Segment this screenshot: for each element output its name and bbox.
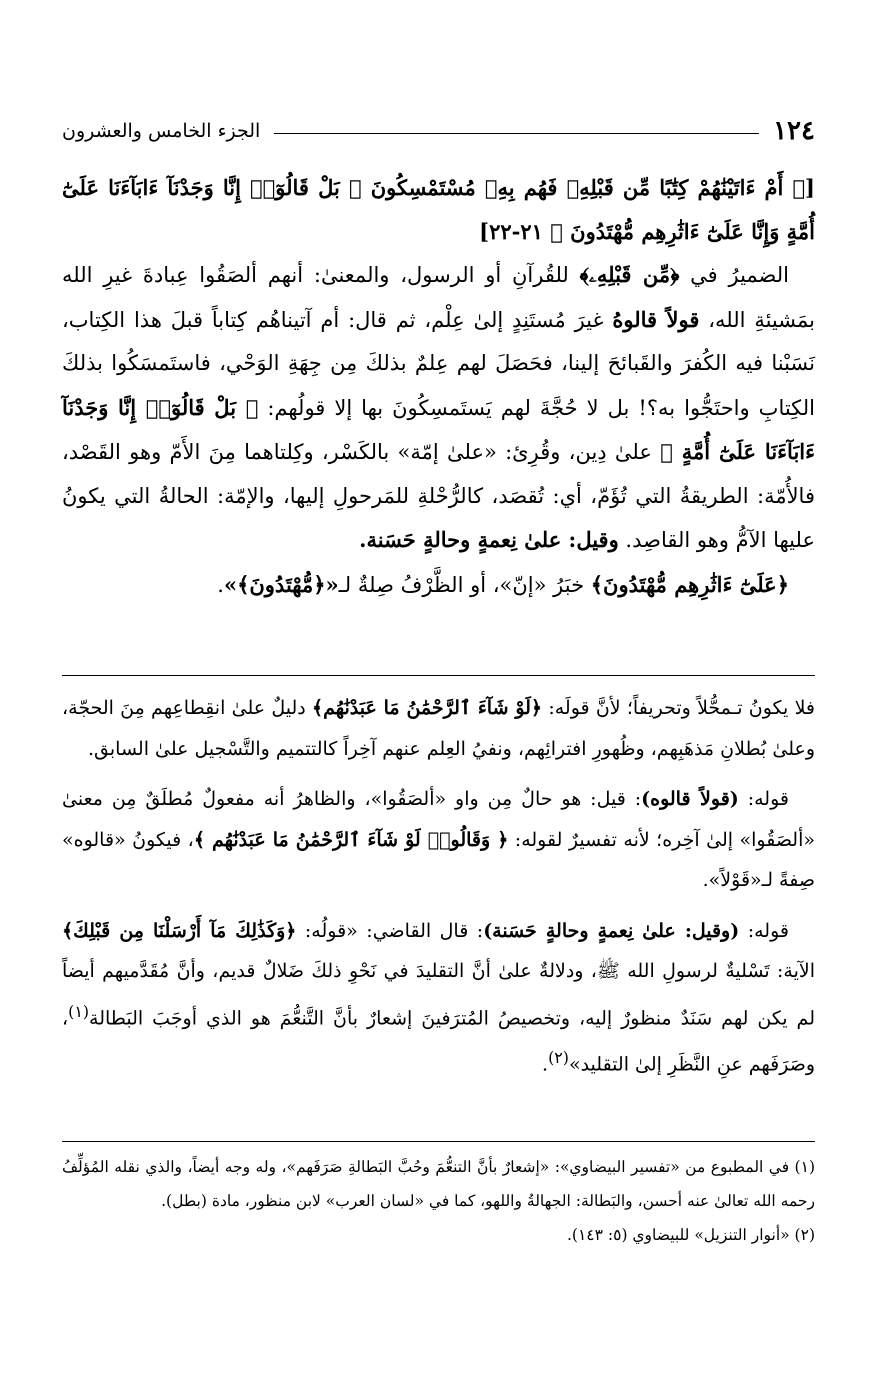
gloss-paragraph: [62, 779, 815, 901]
commentary-paragraph: [62, 563, 815, 608]
lemma: وقيل: علىٰ نِعمةٍ وحالةٍ حَسَنة.: [359, 527, 619, 552]
footnote-ref[interactable]: (٢): [548, 1048, 569, 1068]
quran-quote: ﴿عَلَىٰٓ ءَاثَٰرِهِم مُّهْتَدُونَ﴾: [590, 571, 789, 597]
text-run: ، وصَرَفَهم عنِ النَّظَرِ إلىٰ التقليد»: [62, 1006, 815, 1076]
footnote-ref[interactable]: (١): [68, 1001, 90, 1021]
text-run: .: [542, 1053, 549, 1076]
gloss-paragraph: [62, 911, 815, 1086]
text-run: قوله:: [739, 919, 789, 942]
text-run: دليلٌ علىٰ انقِطاعِهم مِنَ الحجّة، وعلىٰ بُطلانِ مَذهَبِهم، وظُهورِ افترائِهم، ونفيُ العِلم عنهم آخِراً كالتتميم والتَّسْجيل علىٰ السابق.: [62, 697, 815, 760]
quran-quote: ﴿ وَقَالُوا۟ لَوْ شَآءَ ٱلرَّحْمَٰنُ مَا عَبَدْنَٰهُم ﴾: [193, 828, 509, 851]
text-run: الضميرُ في: [679, 263, 789, 287]
quran-quote: ﴿ بَلْ قَالُوٓا۟ إِنَّا وَجَدْنَآ ءَابَآءَنَا عَلَىٰٓ أُمَّةٍ ﴾: [62, 394, 815, 464]
text-run: ، فيكونُ «قالوه» صِفةً لـ«قَوْلاً».: [62, 828, 815, 891]
lemma: (قولاً قالوه): [641, 788, 739, 810]
text-run: غيرَ مُستَنِدٍ إلىٰ عِلْم، ثم قال: أم آتيناهُم كِتاباً قبلَ هذا الكِتاب، نَسَبْنا فيه الكُفرَ والقَبائحَ إلينا، فحَصَلَ لهم عِلمٌ بذلكَ مِن جِهَةِ الوَحْي، فاستَمسَكُوا بذلكَ الكِتابِ واحتَجُّوا به؟! بل لا حُجَّةَ لهم يَستَمسِكُونَ بها إلا قولُهم:: [62, 307, 816, 420]
text-run: .: [217, 572, 224, 597]
quran-quote: ﴿وَكَذَٰلِكَ مَآ أَرْسَلْنَا مِن قَبْلِكَ﴾: [62, 919, 297, 942]
commentary-paragraph: [62, 253, 815, 563]
section-divider: [62, 675, 815, 676]
lemma: قولاً قالوهُ: [612, 306, 700, 332]
gloss-paragraph: [62, 688, 815, 769]
page-number: ١٢٤: [773, 116, 815, 146]
text-run: : قيل: هو حالٌ مِن واو «ألصَقُوا»، والظاهرُ أنه مفعولٌ مُطلَقٌ مِن معنىٰ «ألصَقُوا» إلىٰ آخِره؛ لأنه تفسيرٌ لقوله:: [62, 788, 815, 851]
text-run: : قال القاضي: «قولُه:: [296, 919, 484, 942]
footnote-item: (١) في المطبوع من «تفسير البيضاوي»: «إشعارٌ بأنَّ التنعُّمَ وحُبَّ البَطالةِ صَرَفَهم»، وله وجه أيضاً، والذي نقله المُؤلِّفُ رحمه الله تعالىٰ عنه أحسن، والبَطالة: الجهالةُ واللهو، كما في «لسان العرب» لابن منظور، مادة (بطل).: [62, 1158, 815, 1210]
quran-quote: ﴿لَوْ شَآءَ ٱلرَّحْمَٰنُ مَا عَبَدْنَٰهُم﴾: [311, 697, 543, 719]
text-run: خبَرُ «إنّ»، أو الظَّرْفُ صِلةٌ لـ: [338, 572, 591, 597]
text-run: فلا يكونُ تـمحُّلاً وتحريفاً؛ لأنَّ قولَه:: [542, 697, 815, 719]
footnotes: [62, 1150, 815, 1252]
quran-quote: «﴿مُّهْتَدُونَ﴾»: [223, 571, 339, 597]
part-title: الجزء الخامس والعشرون: [62, 120, 261, 142]
footnote-item: (٢) «أنوار التنزيل» للبيضاوي (٥: ١٤٣).: [566, 1226, 815, 1244]
text-run: الآية: تَسْليةٌ لرسولِ الله ﷺ، ودلالةٌ علىٰ أنَّ التقليدَ في نَحْوِ ذلكَ ضَلالٌ قديم، وأنَّ مُقَدَّميهم أيضاً لم يكن لهم سَنَدٌ منظورٌ إليه، وتخصيصُ المُترَفينَ إشعارٌ بأنَّ التَّنعُّمَ هو الذي أوجَبَ البَطالة: [62, 960, 815, 1029]
main-text: [62, 166, 815, 607]
header-rule: [274, 133, 759, 134]
text-run: علىٰ دِين، وقُرِئ: «علىٰ إمّة» بالكَسْر، وكِلتاهما مِنَ الأَمّ وهو القَصْد، فالأُمّة: الطريقةُ التي تُؤَمّ، أي: تُقصَد، كالرُّحْلةِ للمَرحولِ إليها، والإمّة: الحالةُ التي يكونُ عليها الآمُّ وهو القاصِد.: [62, 440, 815, 552]
text-run: قوله:: [738, 788, 789, 810]
running-header: [62, 114, 815, 148]
footnote-rule: [62, 1141, 815, 1142]
quran-verse-block: [﴿ أَمْ ءَاتَيْنَٰهُمْ كِتَٰبًا مِّن قَبْلِهِۦ فَهُم بِهِۦ مُسْتَمْسِكُونَ ۞ بَلْ قَالُوٓا۟ إِنَّا وَجَدْنَآ ءَابَآءَنَا عَلَىٰٓ أُمَّةٍ وَإِنَّا عَلَىٰٓ ءَاثَٰرِهِم مُّهْتَدُونَ ﴾ ٢١-٢٢]: [62, 175, 815, 244]
gloss-section: [62, 688, 815, 1085]
quran-quote: ﴿مِّن قَبْلِهِۦ﴾: [579, 262, 680, 287]
text-run: للقُرآنِ أو الرسول، والمعنىٰ: أنهم ألصَقُوا عِبادةَ غيرِ الله بمَشيئةِ الله،: [62, 263, 815, 332]
lemma: (وقيل: علىٰ نِعمةٍ وحالةٍ حَسَنة): [483, 919, 740, 942]
